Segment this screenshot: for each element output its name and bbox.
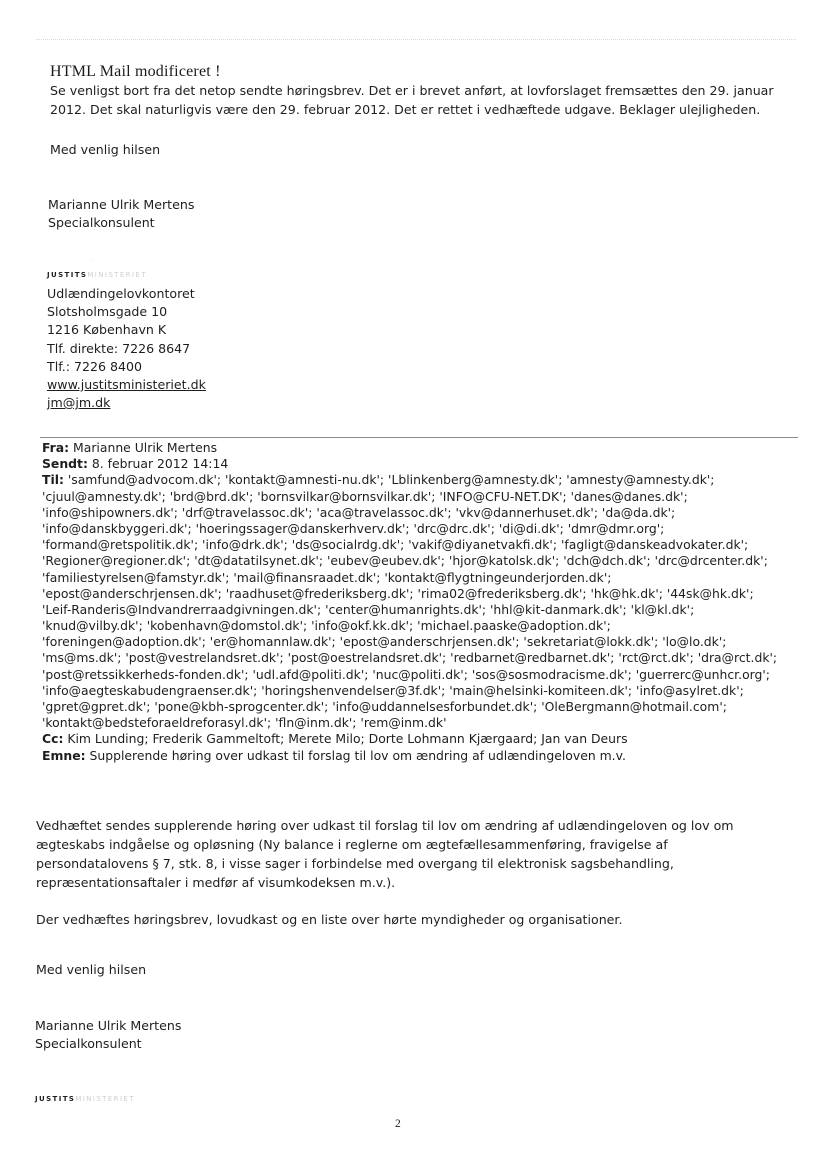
street-address: Slotsholmsgade 10 <box>47 304 168 320</box>
from-label: Fra: <box>42 440 70 455</box>
intro-text <box>50 81 774 119</box>
phone-main: Tlf.: 7226 8400 <box>47 358 143 374</box>
body-paragraph <box>36 816 734 892</box>
paragraph-line: repræsentationsaftaler i medfør af visumkodeksen m.v.). <box>36 875 396 890</box>
signature-name: Marianne Ulrik Mertens <box>35 1018 182 1033</box>
recipient-line: 'epost@anderschrjensen.dk'; 'raadhuset@frederiksberg.dk'; 'rima02@frederiksberg.dk'; 'hk@hk.dk'; '44sk@hk.dk'; <box>42 585 754 601</box>
recipient-line: 'samfund@advocom.dk'; 'kontakt@amnesti-nu.dk'; 'Lblinkenberg@amnesty.dk'; 'amnesty@amnesty.dk'; <box>63 472 715 488</box>
logo-text-faint: MINISTERIET <box>87 271 147 279</box>
signature-bottom <box>35 1017 181 1053</box>
page-number: 2 <box>395 1118 401 1130</box>
ministry-logo-bottom <box>35 1095 135 1103</box>
greeting-top: Med venlig hilsen <box>50 142 161 157</box>
recipient-line: 'gpret@gpret.dk'; 'pone@kbh-sprogcenter.dk'; 'info@uddannelsesforbundet.dk'; 'OleBergmann@hotmail.com'; <box>42 699 727 714</box>
logo-text: JUSTITS <box>47 271 88 279</box>
logo-text: JUSTITS <box>35 1095 76 1103</box>
to-row <box>42 472 777 488</box>
recipient-line: 'cjuul@amnesty.dk'; 'brd@brd.dk'; 'bornsvilkar@bornsvilkar.dk'; 'INFO@CFU-NET.DK'; 'danes@danes.dk'; <box>42 488 688 504</box>
phone-direct: Tlf. direkte: 7226 8647 <box>47 340 191 356</box>
signature-top <box>48 196 194 232</box>
scan-top-line <box>36 39 796 40</box>
mail-title: HTML Mail modificeret ! <box>50 63 221 80</box>
cc-label: Cc: <box>42 731 64 747</box>
subject-row <box>42 748 777 764</box>
from-row <box>42 440 777 456</box>
recipient-line: 'foreningen@adoption.dk'; 'er@homannlaw.dk'; 'epost@anderschrjensen.dk'; 'sekretariat@lokk.dk'; 'lo@lo.dk'; <box>42 634 727 650</box>
subject-value: Supplerende høring over udkast til forslag til lov om ændring af udlændingeloven m.v. <box>85 747 626 763</box>
recipient-line: 'knud@vilby.dk'; 'kobenhavn@domstol.dk'; 'info@okf.kk.dk'; 'michael.paaske@adoption.dk'; <box>42 618 611 634</box>
to-label: Til: <box>42 472 64 488</box>
intro-line: Se venligst bort fra det netop sendte høringsbrev. Det er i brevet anført, at lovforslaget fremsættes den 29. januar <box>50 83 774 98</box>
recipient-line: 'info@danskbyggeri.dk'; 'hoeringssager@danskerhverv.dk'; 'drc@drc.dk'; 'di@di.dk'; 'dmr@dmr.org'; <box>42 520 665 536</box>
office-name: Udlændingelovkontoret <box>47 286 195 301</box>
recipient-line: 'familiestyrelsen@famstyr.dk'; 'mail@finansraadet.dk'; 'kontakt@flygtningeunderjorden.dk'; <box>42 569 612 585</box>
header-separator <box>40 437 798 438</box>
cc-row <box>42 731 777 747</box>
ministry-logo <box>47 271 147 279</box>
subject-label: Emne: <box>42 747 86 763</box>
attachment-note: Der vedhæftes høringsbrev, lovudkast og en liste over hørte myndigheder og organisationer. <box>36 912 623 927</box>
paragraph-line: ægteskabs indgåelse og opløsning (Ny balance i reglerne om ægtefællesammenføring, fravigelse af <box>36 837 668 852</box>
logo-mark: · <box>92 258 96 265</box>
signature-role: Specialkonsulent <box>35 1036 142 1051</box>
signature-role: Specialkonsulent <box>48 215 155 230</box>
email-link[interactable]: jm@jm.dk <box>47 395 111 411</box>
postal-address: 1216 København K <box>47 322 167 338</box>
greeting-bottom: Med venlig hilsen <box>36 962 147 977</box>
recipient-line: 'kontakt@bedsteforaeldreforasyl.dk'; 'fln@inm.dk'; 'rem@inm.dk' <box>42 715 447 731</box>
cc-value: Kim Lunding; Frederik Gammeltoft; Merete Milo; Dorte Lohmann Kjærgaard; Jan van Deurs <box>63 731 628 747</box>
paragraph-line: Vedhæftet sendes supplerende høring over udkast til forslag til lov om ændring af udlændingeloven og lov om <box>36 818 734 833</box>
contact-block <box>47 285 206 412</box>
sent-value: 8. februar 2012 14:14 <box>87 456 229 472</box>
from-value: Marianne Ulrik Mertens <box>69 440 218 455</box>
sent-row <box>42 456 777 472</box>
recipient-line: 'Regioner@regioner.dk'; 'dt@datatilsynet.dk'; 'eubev@eubev.dk'; 'hjor@katolsk.dk'; 'dch@dch.dk'; 'drc@drcenter.dk'; <box>42 553 768 569</box>
logo-text-faint: MINISTERIET <box>75 1095 135 1103</box>
recipient-line: 'formand@retspolitik.dk'; 'info@drk.dk'; 'ds@socialrdg.dk'; 'vakif@diyanetvakfi.dk'; 'fagligt@danskeadvokater.dk'; <box>42 537 749 553</box>
recipient-line: 'Leif-Randeris@Indvandrerraadgivningen.dk'; 'center@humanrights.dk'; 'hhl@kit-danmark.dk'; 'kl@kl.dk'; <box>42 601 695 617</box>
paragraph-line: persondatalovens § 7, stk. 8, i visse sager i forbindelse med overgang til elektronisk sagsbehandling, <box>36 856 674 871</box>
sent-label: Sendt: <box>42 456 88 472</box>
recipient-line: 'ms@ms.dk'; 'post@vestrelandsret.dk'; 'post@oestrelandsret.dk'; 'redbarnet@redbarnet.dk'; 'rct@rct.dk'; 'dra@rct.dk'; <box>42 650 778 666</box>
intro-line: 2012. Det skal naturligvis være den 29. februar 2012. Det er rettet i vedhæftede udgave. Beklager ulejligheden. <box>50 102 761 117</box>
signature-name: Marianne Ulrik Mertens <box>48 197 195 212</box>
recipient-line: 'info@shipowners.dk'; 'drf@travelassoc.dk'; 'aca@travelassoc.dk'; 'vkv@dannerhuset.dk'; 'da@da.dk'; <box>42 504 676 520</box>
recipient-line: 'info@aegteskabudengraenser.dk'; 'horingshenvendelser@3f.dk'; 'main@helsinki-komiteen.dk'; 'info@asylret.dk'; <box>42 682 744 698</box>
website-link[interactable]: www.justitsministeriet.dk <box>47 376 206 392</box>
forward-header <box>42 440 777 764</box>
recipient-line: 'post@retssikkerheds-fonden.dk'; 'udl.afd@politi.dk'; 'nuc@politi.dk'; 'sos@sosmodracisme.dk'; 'guerrerc@unhcr.org'; <box>42 666 770 682</box>
